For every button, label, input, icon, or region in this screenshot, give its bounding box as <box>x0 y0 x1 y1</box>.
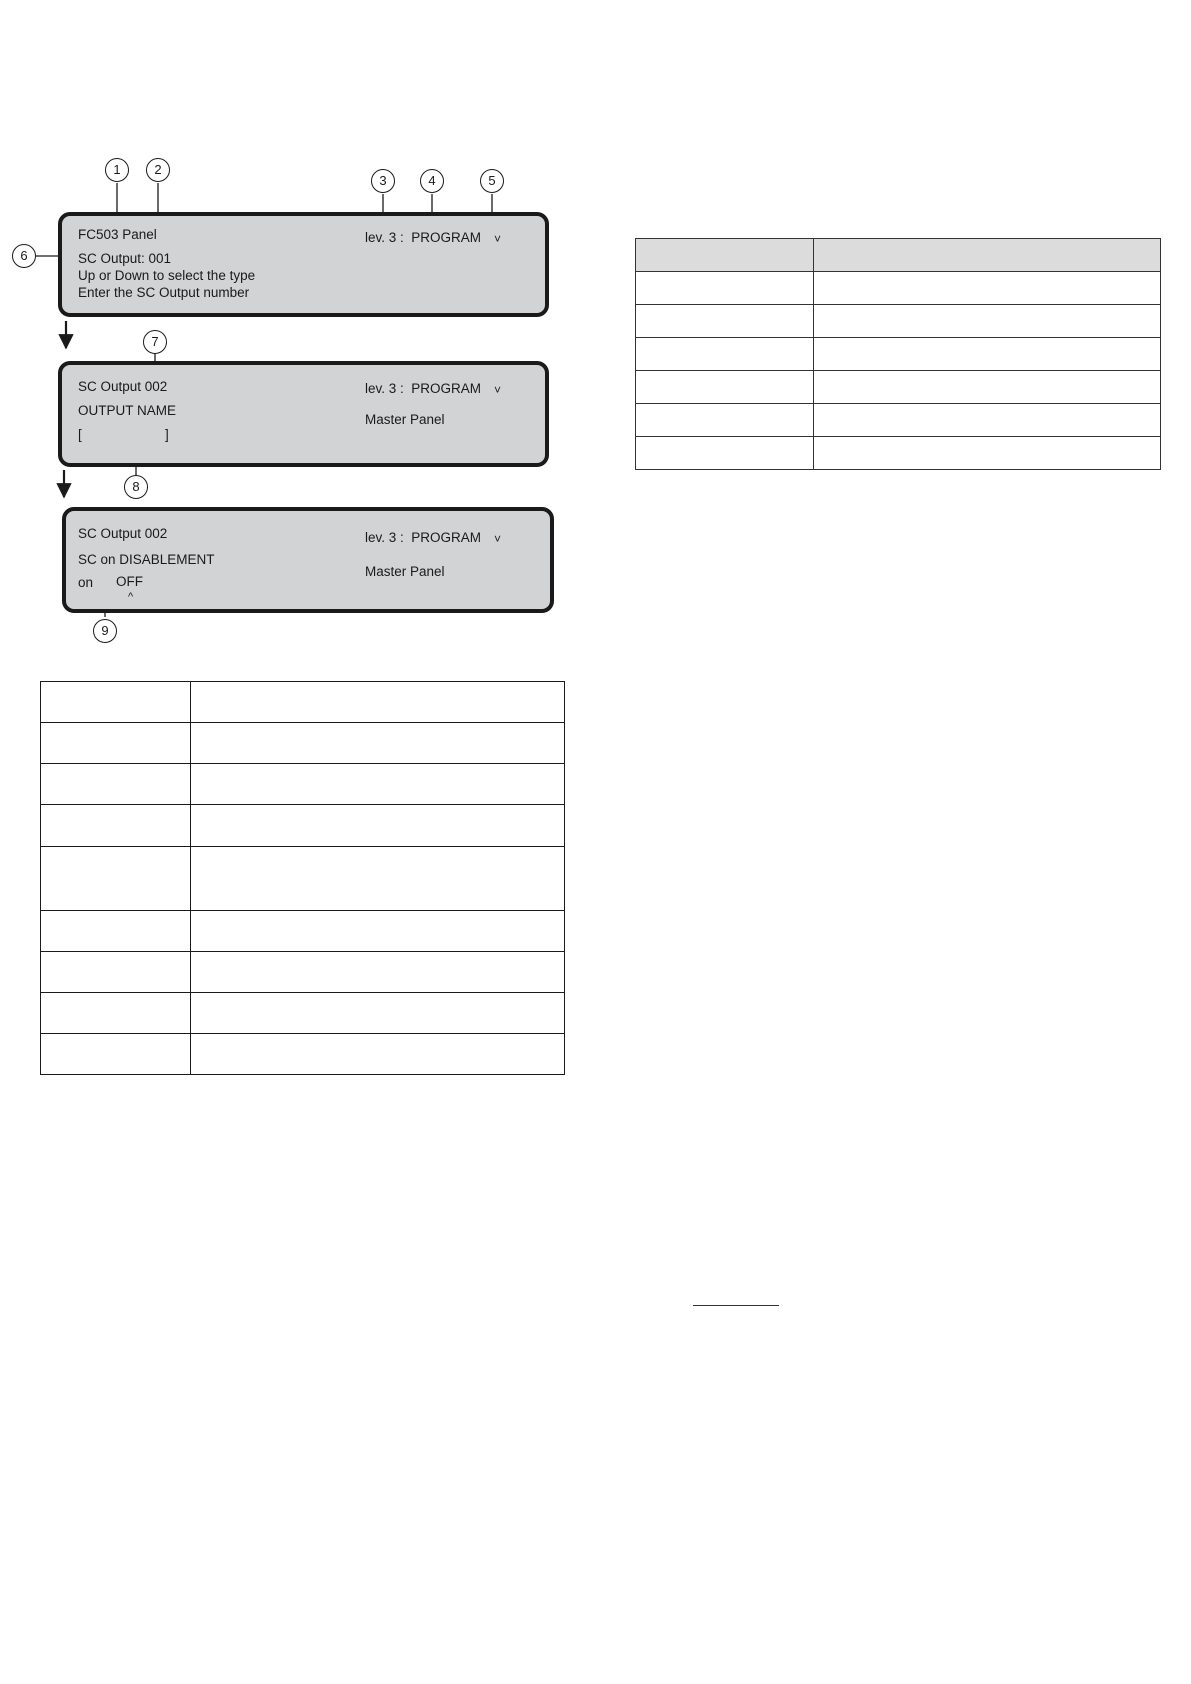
table-row <box>636 371 1161 404</box>
screen-2-title: SC Output 002 <box>78 379 168 394</box>
table-row <box>41 805 565 847</box>
screen-2-level-status: lev. 3 : PROGRAM <box>365 381 482 396</box>
callout-1: 1 <box>105 158 129 182</box>
screen-3-level-status: lev. 3 : PROGRAM <box>365 530 482 545</box>
callout-9: 9 <box>93 619 117 643</box>
table-row <box>41 764 565 805</box>
screen-1-status-icon: ˅ <box>494 232 502 246</box>
screen-3-field-label: SC on DISABLEMENT <box>78 552 215 567</box>
screen-2-field-label: OUTPUT NAME <box>78 403 177 418</box>
callout-7: 7 <box>143 330 167 354</box>
screen-3-status-icon: ˅ <box>494 532 502 546</box>
screen-1-output-number: SC Output: 001 <box>78 251 172 266</box>
screen-1-title: FC503 Panel <box>78 227 157 242</box>
callout-3: 3 <box>371 169 395 193</box>
screen-2-sub-status: Master Panel <box>365 412 445 427</box>
table-header-row <box>636 239 1161 272</box>
screen-3-option-on: on <box>78 575 94 590</box>
table-row <box>636 272 1161 305</box>
table-row <box>41 911 565 952</box>
table-row <box>636 404 1161 437</box>
callout-2: 2 <box>146 158 170 182</box>
screen-1-level-status: lev. 3 : PROGRAM <box>365 230 482 245</box>
screen-1-instruction: Up or Down to select the type <box>78 268 256 283</box>
options-table <box>635 238 1161 470</box>
table-row <box>636 305 1161 338</box>
screen-3-option-off: OFF <box>116 574 143 589</box>
lcd-screen-1 <box>58 212 549 317</box>
table-row <box>636 437 1161 470</box>
screen-1-instruction-2: Enter the SC Output number <box>78 285 250 300</box>
footnote-rule <box>693 1305 779 1306</box>
table-row <box>41 952 565 993</box>
table-row <box>41 1034 565 1075</box>
table-row <box>41 682 565 723</box>
callout-4: 4 <box>420 169 444 193</box>
callout-8: 8 <box>124 475 148 499</box>
callout-legend-table <box>40 681 565 1075</box>
screen-3-sub-status: Master Panel <box>365 564 445 579</box>
table-row <box>636 338 1161 371</box>
screen-2-status-icon: ˅ <box>494 383 502 397</box>
screen-3-cursor: ^ <box>128 591 134 603</box>
screen-2-bracket-open: [ <box>78 427 82 442</box>
callout-6: 6 <box>12 244 36 268</box>
table-row <box>41 847 565 911</box>
lcd-screen-2 <box>58 361 549 467</box>
callout-5: 5 <box>480 169 504 193</box>
table-row <box>41 723 565 764</box>
screen-3-title: SC Output 002 <box>78 526 168 541</box>
table-row <box>41 993 565 1034</box>
screen-2-bracket-close: ] <box>165 427 169 442</box>
lcd-screen-3 <box>62 507 554 613</box>
